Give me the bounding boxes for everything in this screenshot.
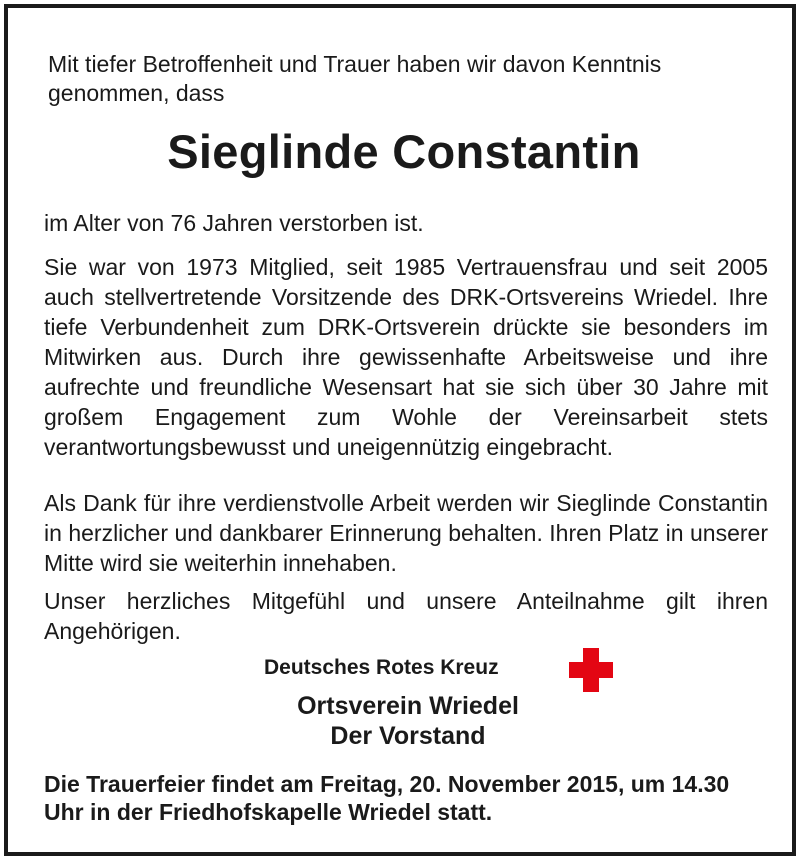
deceased-name: Sieglinde Constantin — [167, 125, 641, 178]
funeral-announcement: Die Trauerfeier findet am Freitag, 20. November 2015, um 14.30 Uhr in der Friedhofskapelle Wriedel statt. — [44, 771, 730, 825]
biography-text: Sie war von 1973 Mitglied, seit 1985 Vertrauensfrau und seit 2005 auch stellvertretende Vorsitzende des DRK-Ortsvereins Wriedel. Ihre tiefe Verbundenheit zum DRK-Ortsverein drückte sie besonders im Mitwirken aus. Durch ihre gewissenhafte Arbeitsweise und ihre aufrechte und freundliche Wesensart hat sie sich über 30 Jahre mit großem Engagement zum Wohle der Vereinsarbeit stets verantwortungsbewusst und uneigennützig eingebracht. — [44, 254, 768, 460]
obituary-notice — [4, 4, 796, 856]
age-text: im Alter von 76 Jahren verstorben ist. — [44, 210, 424, 236]
red-cross-icon — [569, 648, 613, 692]
sympathy-text: Unser herzliches Mitgefühl und unsere Anteilnahme gilt ihren Angehörigen. — [44, 588, 768, 644]
board-name: Der Vorstand — [330, 722, 486, 750]
thanks-text: Als Dank für ihre verdienstvolle Arbeit werden wir Sieglinde Constantin in herzlicher und dankbarer Erinnerung behalten. Ihren Platz in unserer Mitte wird sie weiterhin innehaben. — [44, 490, 768, 576]
intro-text: Mit tiefer Betroffenheit und Trauer haben wir davon Kenntnis genommen, dass — [48, 51, 662, 106]
branch-name: Ortsverein Wriedel — [297, 692, 519, 720]
organization-name: Deutsches Rotes Kreuz — [264, 656, 499, 679]
